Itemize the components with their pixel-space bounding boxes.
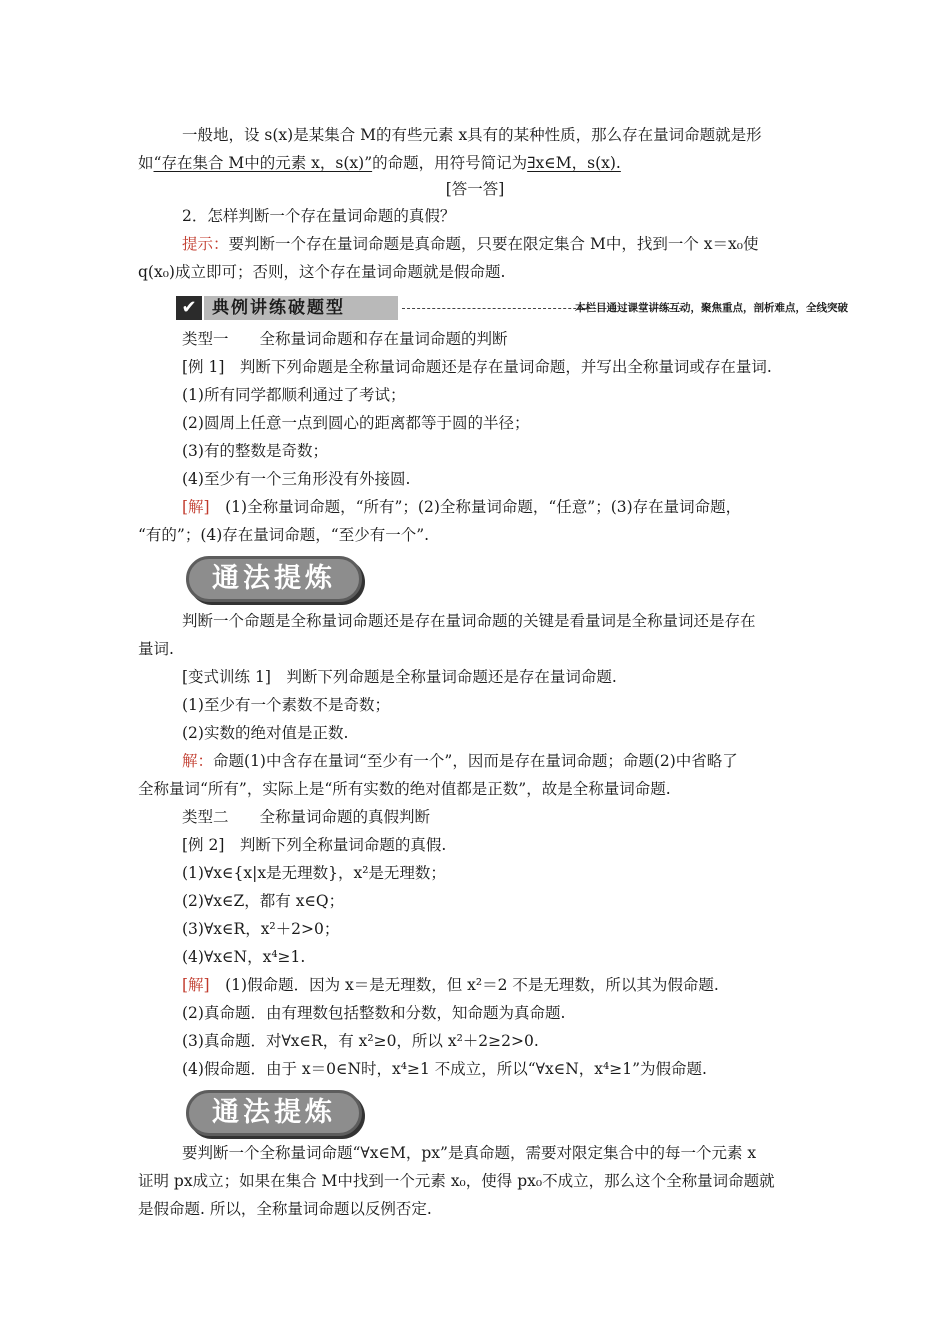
example-2-solution-line-4: (4)假命题．由于 x＝0∈N时，x⁴≥1 不成立，所以“∀x∈N，x⁴≥1”为假命题. <box>182 1060 707 1078</box>
section-banner <box>176 296 848 322</box>
method-2-line-3: 是假命题. 所以，全称量词命题以反例否定. <box>138 1200 432 1218</box>
intro-line-2-mid: 的命题，用符号简记为 <box>372 154 528 172</box>
variant-solution-label: 解： <box>182 752 214 770</box>
example-2-solution-line-2: (2)真命题．由有理数包括整数和分数，知命题为真命题. <box>182 1004 566 1022</box>
answer-tag: [答一答] <box>445 180 505 198</box>
fill-blank-2: ∃x∈M，s(x). <box>527 154 621 172</box>
type-2-heading: 类型二 全称量词命题的真假判断 <box>182 808 431 826</box>
example-2-solution-line-3: (3)真命题．对∀x∈R，有 x²≥0，所以 x²＋2≥2>0. <box>182 1032 539 1050</box>
method-2-line-1: 要判断一个全称量词命题“∀x∈M，px”是真命题，需要对限定集合中的每一个元素 x <box>182 1144 757 1162</box>
solution-2-text: (1)假命题．因为 x＝是无理数，但 x²＝2 不是无理数，所以其为假命题. <box>209 976 719 994</box>
hint-line-2: q(x₀)成立即可；否则，这个存在量词命题就是假命题. <box>138 263 506 281</box>
example-1-item-3: (3)有的整数是奇数； <box>182 442 328 460</box>
solution-text: (1)全称量词命题，“所有”；(2)全称量词命题，“任意”；(3)存在量词命题， <box>209 498 742 516</box>
banner-title: 典例讲练破题型 <box>204 296 398 320</box>
method-1-line-2: 量词. <box>138 640 174 658</box>
example-1-solution-line-2: “有的”；(4)存在量词命题，“至少有一个”. <box>138 526 430 544</box>
example-1-title: [例 1] 判断下列命题是全称量词命题还是存在量词命题，并写出全称量词或存在量词. <box>182 358 772 376</box>
example-1-item-2: (2)圆周上任意一点到圆心的距离都等于圆的半径； <box>182 414 530 432</box>
variant-1-item-1: (1)至少有一个素数不是奇数； <box>182 696 390 714</box>
hint-label: 提示： <box>182 235 229 253</box>
variant-1-solution-line-2: 全称量词“所有”，实际上是“所有实数的绝对值都是正数”，故是全称量词命题. <box>138 780 671 798</box>
example-1-item-4: (4)至少有一个三角形没有外接圆. <box>182 470 411 488</box>
method-badge-1 <box>186 556 362 602</box>
example-2-item-3: (3)∀x∈R，x²＋2>0； <box>182 920 340 938</box>
solution-2-label: [解] <box>182 976 210 994</box>
fill-blank-1: “存在集合 M中的元素 x，s(x)” <box>153 154 373 172</box>
example-2-item-2: (2)∀x∈Z，都有 x∈Q； <box>182 892 345 910</box>
method-badge-1-text: 通法提炼 <box>212 563 336 594</box>
intro-line-1: 一般地，设 s(x)是某集合 M的有些元素 x具有的某种性质，那么存在量词命题就是形 <box>182 126 762 144</box>
check-icon: ✔ <box>176 296 202 320</box>
method-badge-2-text: 通法提炼 <box>212 1097 336 1128</box>
example-1-item-1: (1)所有同学都顺利通过了考试； <box>182 386 406 404</box>
solution-label: [解] <box>182 498 210 516</box>
example-2-item-4: (4)∀x∈N，x⁴≥1. <box>182 948 306 966</box>
variant-1-item-2: (2)实数的绝对值是正数. <box>182 724 349 742</box>
method-2-line-2: 证明 px成立；如果在集合 M中找到一个元素 x₀，使得 px₀不成立，那么这个全称量词命题就 <box>138 1172 775 1190</box>
banner-subtitle: 本栏目通过课堂讲练互动，聚焦重点，剖析难点，全线突破 <box>575 302 848 314</box>
question-2: 2．怎样判断一个存在量词命题的真假？ <box>182 207 456 225</box>
intro-line-2-prefix: 如 <box>138 154 154 172</box>
variant-solution-text: 命题(1)中含存在量词“至少有一个”，因而是存在量词命题；命题(2)中省略了 <box>213 752 738 770</box>
example-2-item-1: (1)∀x∈{x|x是无理数}，x²是无理数； <box>182 864 446 882</box>
variant-1-title: [变式训练 1] 判断下列命题是全称量词命题还是存在量词命题. <box>182 668 617 686</box>
example-1-solution-line-1 <box>182 496 741 518</box>
hint-text: 要判断一个存在量词命题是真命题，只要在限定集合 M中，找到一个 x＝x₀使 <box>228 235 759 253</box>
method-1-line-1: 判断一个命题是全称量词命题还是存在量词命题的关键是看量词是全称量词还是存在 <box>182 612 756 630</box>
variant-1-solution-line-1 <box>182 750 738 772</box>
example-2-solution-line-1 <box>182 974 719 996</box>
method-badge-2 <box>186 1090 362 1136</box>
type-1-heading: 类型一 全称量词命题和存在量词命题的判断 <box>182 330 508 348</box>
example-2-title: [例 2] 判断下列全称量词命题的真假. <box>182 836 447 854</box>
hint-line-1 <box>182 233 758 255</box>
intro-line-2 <box>138 152 621 174</box>
